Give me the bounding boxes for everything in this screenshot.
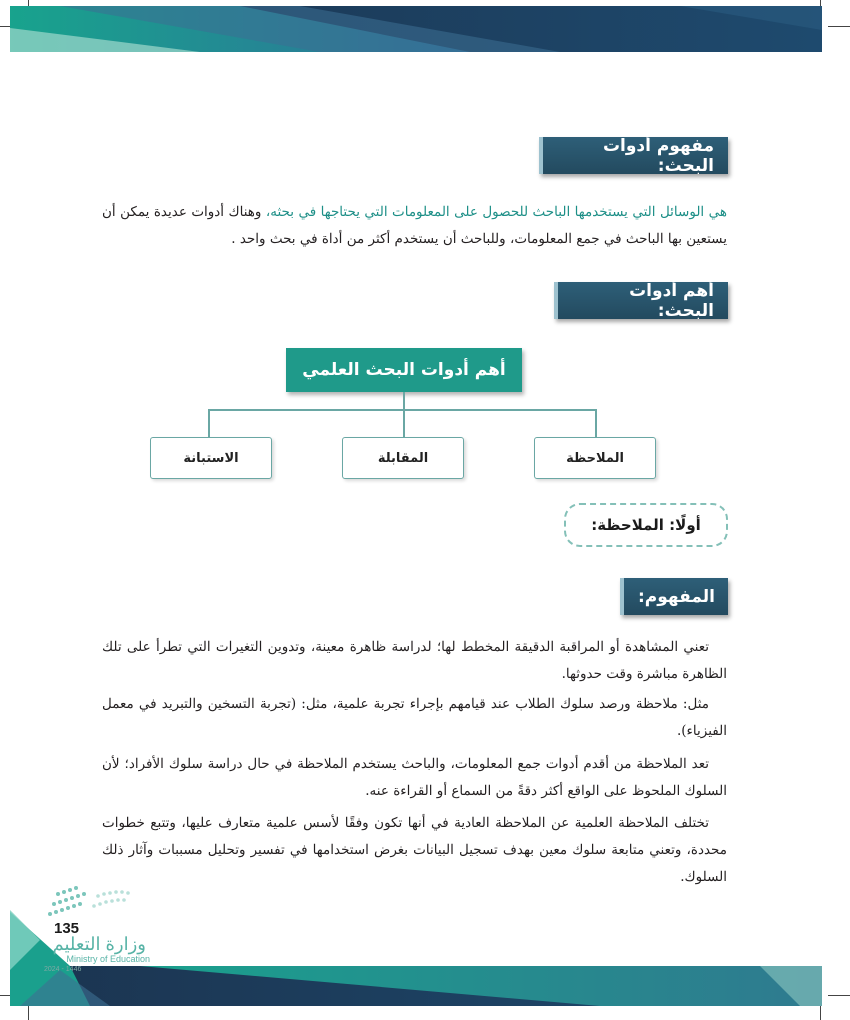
connector-line xyxy=(208,409,210,438)
paragraph-text: مثل: ملاحظة ورصد سلوك الطلاب عند قيامهم بإجراء تجربة علمية، مثل: (تجربة التسخين والتبريد في معمل الفيزياء). xyxy=(102,696,727,739)
connector-line xyxy=(208,409,596,411)
ministry-name-en: Ministry of Education xyxy=(66,954,150,964)
page-number: 135 xyxy=(54,920,80,937)
connector-line xyxy=(403,409,405,438)
example-paragraph xyxy=(102,691,727,745)
header-band xyxy=(0,0,850,56)
concept-of-tools-heading xyxy=(539,137,728,174)
ministry-name-ar: وزارة التعليم xyxy=(52,934,146,954)
diagram-root-label: أهم أدوات البحث العلمي xyxy=(302,360,506,380)
definition-highlight: هي الوسائل التي يستخدمها الباحث للحصول على المعلومات التي يحتاجها في بحثه، xyxy=(265,204,727,220)
definition-rest: وهناك أدوات عديدة يمكن أن يستعين بها الباحث في جمع المعلومات، وللباحث أن يستخدم أكثر من أداة في بحث واحد . xyxy=(102,204,727,247)
diagram-node-observation xyxy=(534,437,656,479)
diagram-node-questionnaire xyxy=(150,437,272,479)
concept-paragraph xyxy=(102,634,727,688)
concept-heading xyxy=(620,578,728,615)
node-label: المقابلة xyxy=(377,450,429,466)
first-tool-label xyxy=(564,503,728,547)
paragraph-text: تختلف الملاحظة العلمية عن الملاحظة العادية في أنها تكون وفقًا لأسس علمية متعارف عليها، وتتبع خطوات محددة، وتعني متابعة سلوك معين بهدف تسجيل البيانات بغرض استخدامها في تفسير وتحليل مسببات وآثار ذلك السلوك. xyxy=(102,815,727,885)
heading-text: المفهوم: xyxy=(638,586,715,607)
paragraph-text: تعني المشاهدة أو المراقبة الدقيقة المخطط لها؛ لدراسة ظاهرة معينة، وتدوين التغيرات التي تطرأ على تلك الظاهرة مباشرة وقت حدوثها. xyxy=(102,639,727,682)
ministry-logo-icon xyxy=(42,884,152,924)
first-tool-text: أولًا: الملاحظة: xyxy=(591,516,701,534)
paragraph-text: تعد الملاحظة من أقدم أدوات جمع المعلومات، والباحث يستخدم الملاحظة في حال دراسة سلوك الأفراد؛ لأن السلوك الملحوظ على الواقع أكثر دقةً من السماع أو القراءة عنه. xyxy=(102,756,727,799)
tools-definition-paragraph xyxy=(102,199,727,253)
heading-text: أهم أدوات البحث: xyxy=(629,280,714,321)
main-tools-heading xyxy=(554,282,728,319)
heading-text: مفهوم أدوات البحث: xyxy=(602,135,714,176)
diagram-node-interview xyxy=(342,437,464,479)
node-label: الاستبانة xyxy=(183,450,239,466)
connector-line xyxy=(595,409,597,438)
edition-year: 2024 - 1446 xyxy=(44,966,82,973)
diagram-root xyxy=(286,348,522,392)
oldest-tool-paragraph xyxy=(102,751,727,805)
node-label: الملاحظة xyxy=(566,450,624,466)
scientific-observation-paragraph xyxy=(102,810,727,891)
connector-line xyxy=(403,392,405,410)
